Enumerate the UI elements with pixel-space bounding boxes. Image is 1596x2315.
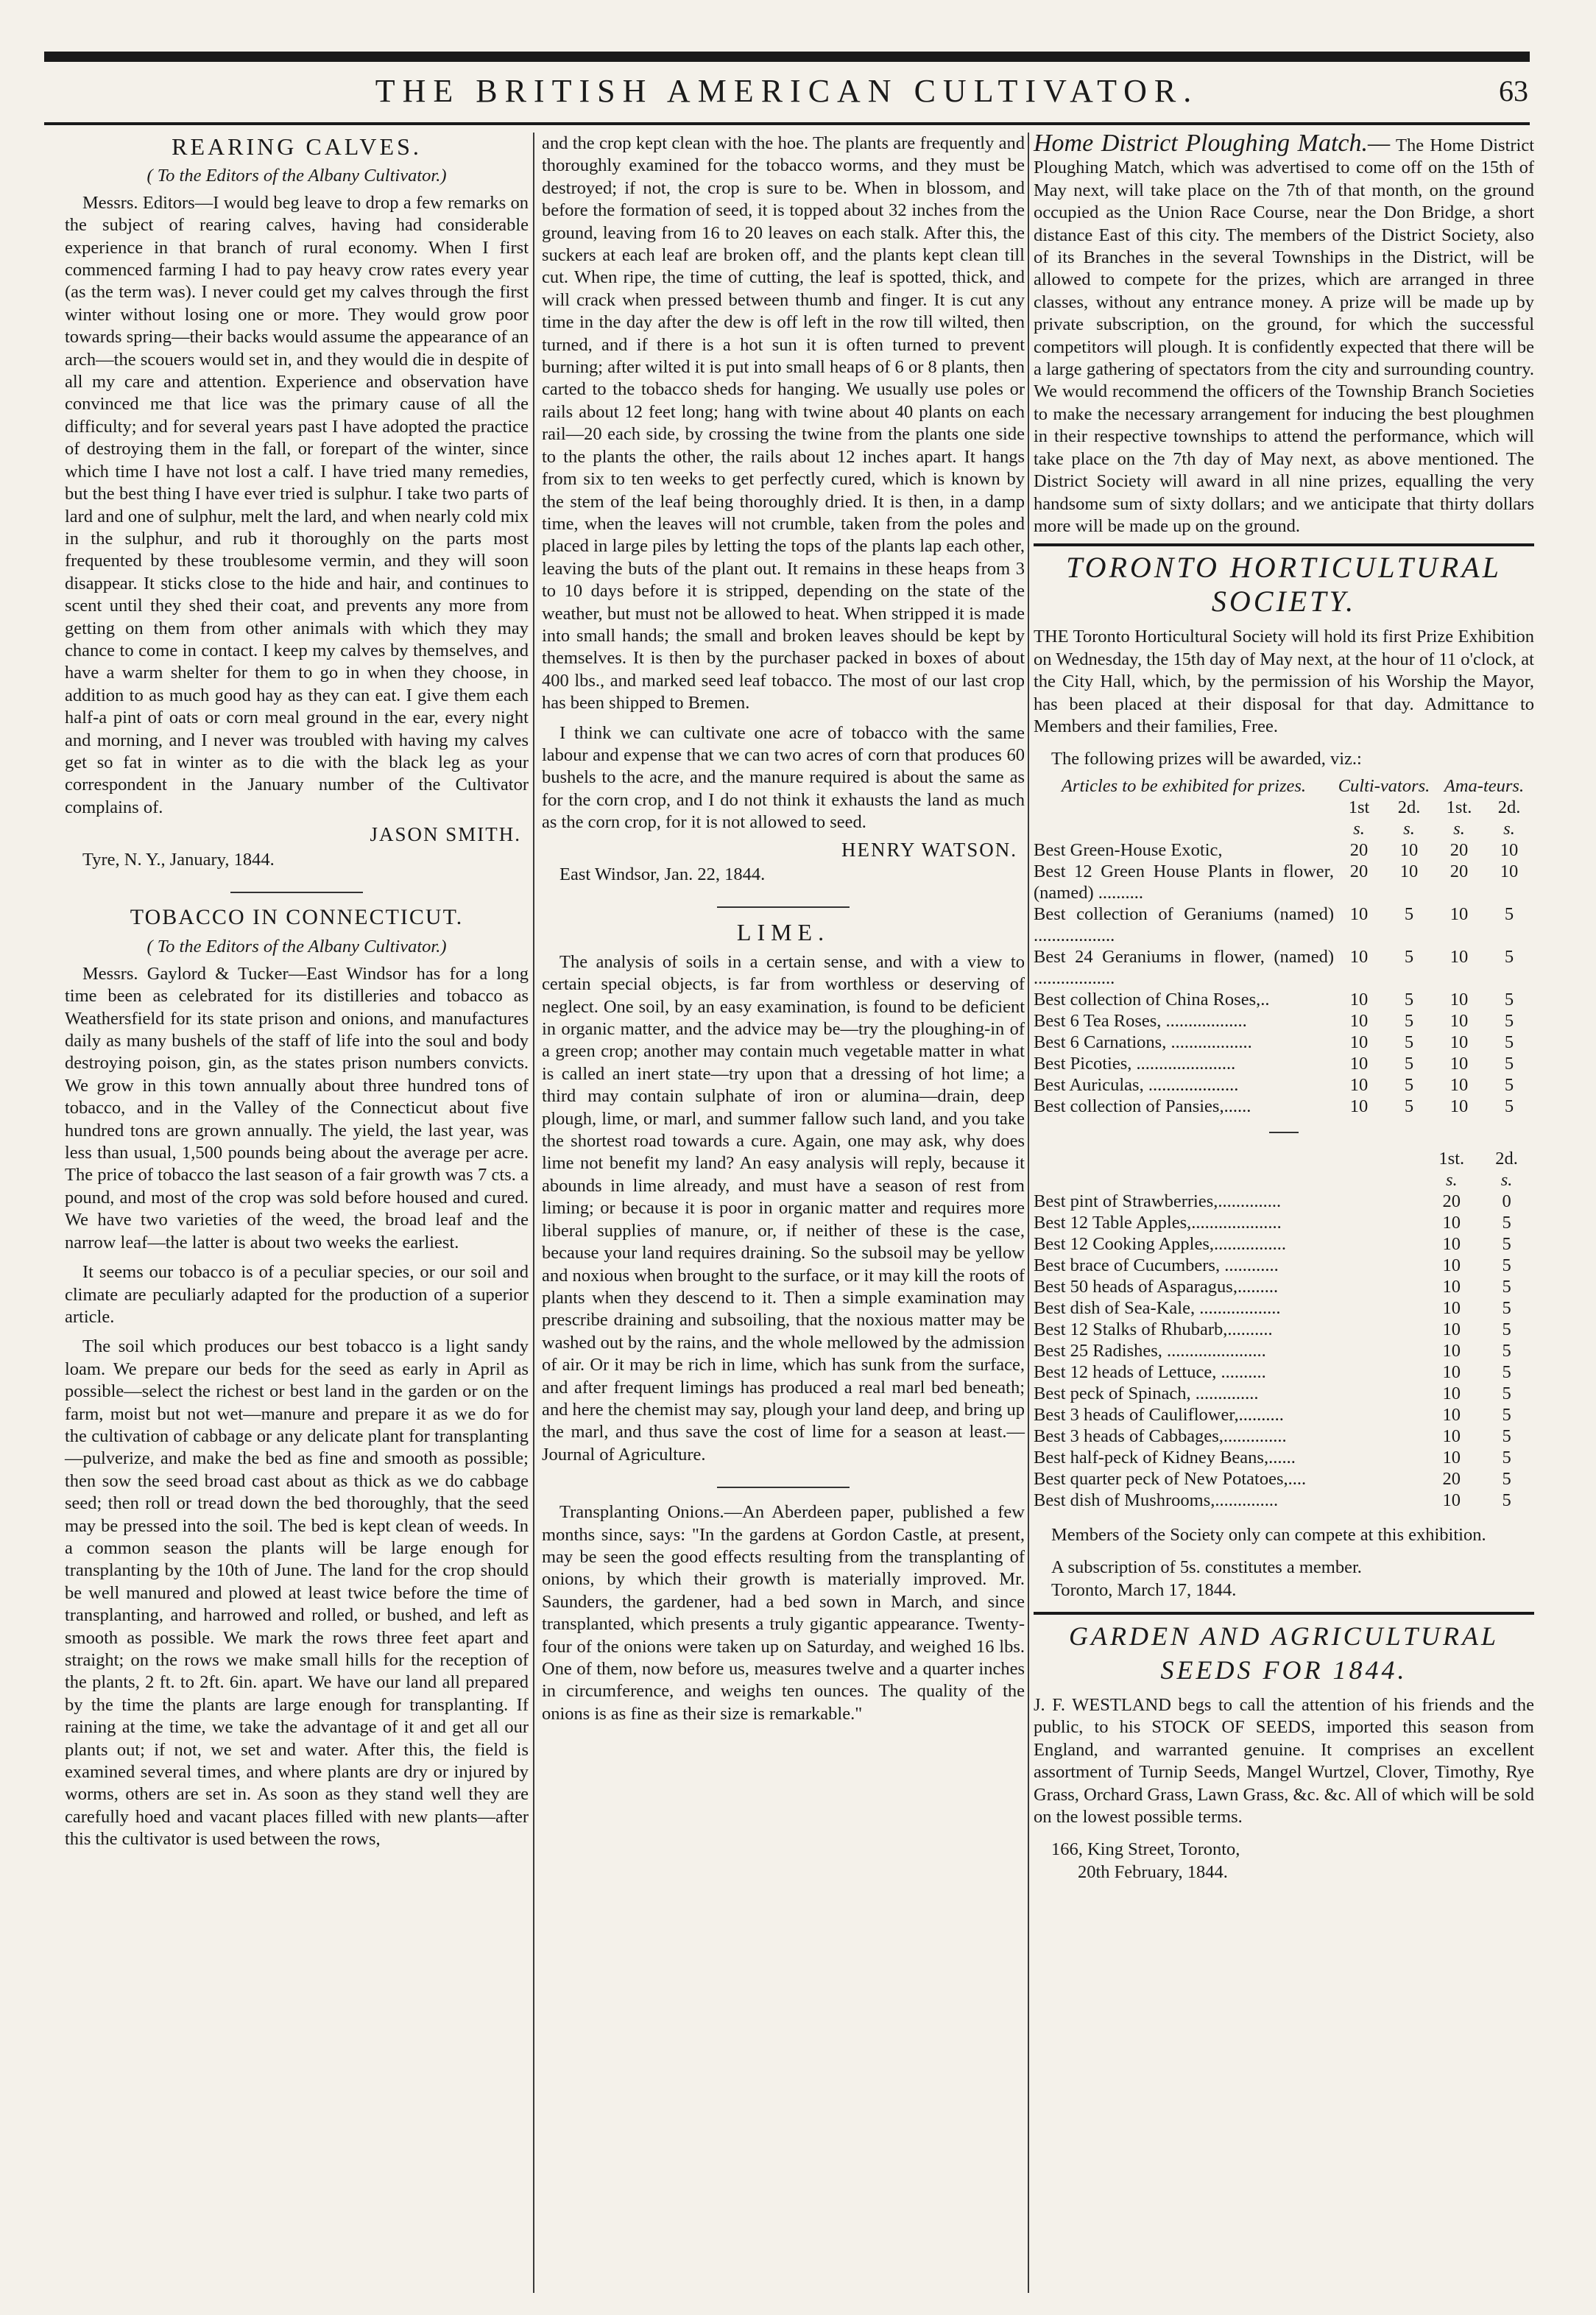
table-row (1034, 1447, 1534, 1468)
table-row (1034, 1319, 1534, 1340)
prize-amount: 0 (1502, 1191, 1511, 1211)
prize-amount: 10 (1500, 839, 1519, 860)
prize-item: Best 12 Cooking Apples,................ (1034, 1233, 1287, 1254)
prize-amount: 10 (1450, 1096, 1469, 1116)
page-number: 63 (1499, 74, 1528, 108)
column-subheader: 1st. (1438, 1148, 1465, 1169)
prize-item: Best 12 Table Apples,.................... (1034, 1212, 1282, 1233)
prize-amount: 5 (1504, 1096, 1514, 1116)
prize-amount: 10 (1349, 1096, 1369, 1116)
article-body: and the crop kept clean with the hoe. The plants are frequently and thoroughly examined for the tobacco worms, and they must be destroyed; if not, the crop is sure to be. When in blossom, and before the formation of seed, it is topped about 32 inches from the ground, leaving from 16 to 20 leaves on each stalk. After this, the suckers at each leaf are broken off, and the plants kept clean till cut. When ripe, the time of cutting, the leaf is spotted, thick, and will crack when pressed between thumb and finger. It is cut any time in the day after the dew is off left in the row till wilted, then turned, and if there is a hot sun it is often turned to prevent burning; after wilted it is put into small heaps of 6 or 8 plants, then carted to the tobacco sheds for hanging. We usually use poles or rails about 12 feet long; hang with twine about 40 plants on each rail—20 each side, by crossing the twine from the plants one side to the plants the other, the rails about 12 inches apart. It hangs from six to ten weeks to get perfectly cured, which is known by the stem of the leaf being thoroughly dried. It is then, in a damp time, when the leaves will not crumble, taken from the poles and placed in large piles by letting the tops of the plants lap each other, leaving the buts of the plant out. It remains in these heaps from 3 to 10 days before it is stripped, depending on the state of the weather, but must not be allowed to heat. When stripped it is made into small hands; the small and broken leaves should be kept by themselves. It is then by the purchaser packed in boxes of about 400 lbs., and marked seed leaf tobacco. The most of our last crop has been shipped to Bremen. (542, 133, 1025, 713)
column-divider (533, 133, 534, 2293)
column-subheader: 1st. (1446, 797, 1472, 817)
prize-amount: 5 (1504, 1053, 1514, 1074)
article-dateline: East Windsor, Jan. 22, 1844. (559, 864, 766, 884)
prize-amount: 5 (1404, 1074, 1414, 1095)
prize-amount: 5 (1404, 946, 1414, 967)
prize-item: Best collection of Geraniums (named) .................. (1034, 903, 1334, 945)
members-note: Members of the Society only can compete at this exhibition. (1051, 1524, 1486, 1545)
article-title-lime: LIME. (736, 919, 830, 946)
prize-amount: 10 (1349, 903, 1369, 924)
masthead-rule (44, 122, 1530, 125)
unit-label: s. (1445, 1169, 1458, 1190)
table-row (1034, 1340, 1534, 1361)
article-body: Messrs. Gaylord & Tucker—East Windsor has for a long time been as celebrated for its distilleries and tobacco as Weathersfield for its state prison and onions, and manufactures daily as many bushels of the staff of life into the soul and body destroying poison, gin, as the states prison numbers convicts. We grow in this town annually about three hundred tons of tobacco, and in the Valley of the Connecticut about five hundred tons are grown annually. The yield, the last year, was less than usual, 1,500 pounds being about the average per acre. The price of tobacco the last season of a fair growth was 7 cts. a pound, and most of the crop was sold before housed and cured. We have two varieties of the weed, the broad leaf and the narrow leaf—the latter is about two weeks the earliest. (65, 963, 529, 1252)
unit-label: s. (1353, 818, 1365, 839)
prize-amount: 10 (1442, 1319, 1461, 1339)
unit-label: s. (1453, 818, 1465, 839)
table-row (1034, 1404, 1534, 1426)
article-title-ploughing-match: Home District Ploughing Match.— (1034, 130, 1391, 157)
prize-item: Best 12 Green House Plants in flower, (named) .......... (1034, 861, 1334, 903)
prize-item: Best 6 Tea Roses, .................. (1034, 1010, 1247, 1031)
prize-amount: 5 (1404, 1032, 1414, 1052)
prize-amount: 5 (1504, 1032, 1514, 1052)
prize-amount: 5 (1502, 1447, 1511, 1467)
prize-amount: 5 (1502, 1319, 1511, 1339)
top-rule (44, 52, 1530, 62)
article-signature: HENRY WATSON. (841, 838, 1017, 861)
prize-amount: 10 (1450, 1053, 1469, 1074)
prize-amount: 20 (1450, 839, 1469, 860)
table-row (1034, 903, 1534, 946)
article-body: Messrs. Editors—I would beg leave to drop a few remarks on the subject of rearing calves, having had considerable experience in that branch of rural economy. When I first commenced farming I had to pay heavy crow rates every year (as the term was). I never could get my calves through the first winter without losing one or more. They would grow poor towards spring—their backs would assume the appearance of an arch—the scouers would set in, and they would die in despite of all my care and attention. Experience and observation have convinced me that lice was the primary cause of all the difficulty; and for several years past I have adopted the practice of destroying them in the fall, or forepart of the winter, since which time I have not lost a calf. I have tried many remedies, but the best thing I have ever tried is sulphur. I take two parts of lard and one of sulphur, melt the lard, and when nearly cold mix in the sulphur, and rub it thoroughly on the parts most frequented by these troublesome vermin, and they will soon disappear. It sticks close to the hide and hair, and continues to scent until they shed their coat, and prevents any more from getting on them from other animals with which they may chance to come in contact. I keep my calves by themselves, and have a warm shelter for them to go in when they choose, in addition to as much good hay as they can eat. I give them each half-a pint of oats or corn meal ground in the ear, every night and morning, and I never was troubled with having my calves get so fat in winter as to die with the black leg as your correspondent in the January number of the Cultivator complains of. (65, 192, 529, 817)
prize-amount: 10 (1500, 861, 1519, 881)
prize-amount: 10 (1399, 861, 1419, 881)
article-body: It seems our tobacco is of a peculiar species, or our soil and climate are peculiarly adapted for the production of a superior article. (65, 1262, 529, 1327)
column-1 (65, 133, 529, 2286)
unit-label: s. (1500, 1169, 1513, 1190)
table-row (1034, 1010, 1534, 1032)
prize-amount: 20 (1450, 861, 1469, 881)
prize-amount: 10 (1442, 1297, 1461, 1318)
article-body: The analysis of soils in a certain sense, and with a view to certain special objects, is far from worthless or deserving of neglect. One soil, by an easy examination, is found to be deficient in organic matter, and the advice may be—try the ploughing-in of a green crop; another may contain much vegetable matter in what is called an inert state—try upon that a dressing of hot lime; a third may contain sulphate of iron or alumina—drain, deep plough, lime, or marl, and summer fallow such land, and you take the shortest road towards a cure. Again, one may ask, why does lime not benefit my land? An easy analysis will reply, because it abounds in lime already, and must have a season of rest from liming; or because it is poor in organic matter and requires more liberal supplies of manure, or, if neither of these is the case, because your land requires draining. So the subsoil may be yellow and noxious when brought to the surface, or it may kill the roots of plants when they descend to it. Then a simple examination may prescribe draining and subsoiling, that the noxious matter may be washed out by the rains, and the whole mellowed by the admission of air. Or it may be rich in lime, which has sunk from the surface, and after frequent limings has produced a real marl bed beneath; and here the chemist may say, plough your land deep, and bring up the marl, and thus save the cost of lime for a season at least.—Journal of Agriculture. (542, 951, 1025, 1465)
prize-amount: 10 (1442, 1340, 1461, 1361)
prize-amount: 10 (1442, 1426, 1461, 1446)
prize-amount: 10 (1399, 839, 1419, 860)
prize-amount: 10 (1442, 1404, 1461, 1425)
prize-item: Best dish of Sea-Kale, .................. (1034, 1297, 1281, 1318)
prize-amount: 20 (1349, 839, 1369, 860)
column-2 (542, 133, 1025, 2286)
table-row (1034, 1361, 1534, 1383)
prize-item: Best 12 heads of Lettuce, .......... (1034, 1361, 1266, 1382)
prize-amount: 5 (1502, 1361, 1511, 1382)
prize-item: Best 3 heads of Cabbages,.............. (1034, 1426, 1287, 1446)
prize-item: Best 25 Radishes, ...................... (1034, 1340, 1266, 1361)
prize-table-fruits-vegetables (1034, 1148, 1534, 1511)
prize-amount: 5 (1404, 1053, 1414, 1074)
prize-amount: 5 (1504, 903, 1514, 924)
article-ploughing-match (1034, 130, 1535, 538)
prize-item: Best dish of Mushrooms,.............. (1034, 1490, 1279, 1510)
prize-item: Best Green-House Exotic, (1034, 839, 1223, 860)
column-header: Ama-teurs. (1444, 775, 1525, 796)
table-row (1034, 1255, 1534, 1276)
section-rule (1034, 543, 1534, 546)
prize-amount: 10 (1450, 946, 1469, 967)
article-body: J. F. WESTLAND begs to call the attention of his friends and the public, to his STOCK OF SEEDS, imported this season from England, and warranted genuine. It comprises an excellent assortment of Turnip Seeds, Mangel Wurtzel, Clover, Timothy, Rye Grass, Orchard Grass, Lawn Grass, &c. &c. All of which will be sold on the lowest possible terms. (1034, 1694, 1534, 1827)
table-row (1034, 1032, 1534, 1053)
prize-amount: 10 (1450, 1074, 1469, 1095)
prize-amount: 5 (1404, 1096, 1414, 1116)
prize-item: Best quarter peck of New Potatoes,.... (1034, 1468, 1307, 1489)
prize-amount: 5 (1502, 1468, 1511, 1489)
table-row (1034, 1490, 1534, 1511)
prize-amount: 5 (1504, 1074, 1514, 1095)
column-subheader: 2d. (1397, 797, 1421, 817)
prize-item: Best half-peck of Kidney Beans,...... (1034, 1447, 1296, 1467)
unit-label: s. (1503, 818, 1515, 839)
address-line: 166, King Street, Toronto, (1051, 1839, 1240, 1860)
article-subtitle: ( To the Editors of the Albany Cultivator.) (146, 937, 447, 957)
prize-amount: 5 (1504, 989, 1514, 1009)
prize-amount: 10 (1349, 1032, 1369, 1052)
table-subheader-row (1034, 1148, 1534, 1169)
prize-item: Best 12 Stalks of Rhubarb,.......... (1034, 1319, 1273, 1339)
unit-label: s. (1403, 818, 1415, 839)
prize-item: Best collection of China Roses,.. (1034, 989, 1270, 1009)
prize-amount: 5 (1502, 1490, 1511, 1510)
table-row (1034, 1053, 1534, 1074)
prize-item: Best collection of Pansies,...... (1034, 1096, 1251, 1116)
prize-item: Best Picoties, ...................... (1034, 1053, 1236, 1074)
article-title-seeds: GARDEN AND AGRICULTURAL SEEDS FOR 1844. (1069, 1621, 1499, 1685)
table-row (1034, 1191, 1534, 1212)
prize-item: Best 3 heads of Cauliflower,.......... (1034, 1404, 1284, 1425)
article-body: The Home District Ploughing Match, which was advertised to come off on the 15th of May next, will take place on the 7th of that month, on the ground occupied as the Union Race Course, near the Don Bridge, a short distance East of this city. The members of the District Society, also of its Branches in the several Townships in the District, will be allowed to compete for the prizes, which are arranged in three classes, without any entrance money. A prize will be made up by private subscription, on the ground, for which the successful competitors will plough. It is confidently expected that there will be a large gathering of spectators from the city and surrounding country. We would recommend the officers of the Township Branch Societies to make the necessary arrangement for inducing the best ploughmen in their respective townships to attend the performance, which will take place on the 7th day of May next, as above mentioned. The District Society will award in all nine prizes, equalling the very handsome sum of sixty dollars; and we anticipate that thirty dollars more will be made up on the ground. (1034, 135, 1535, 536)
table-separator (1269, 1132, 1299, 1133)
prize-amount: 20 (1442, 1468, 1461, 1489)
prize-item: Best peck of Spinach, .............. (1034, 1383, 1259, 1403)
column-3 (1034, 130, 1535, 2286)
article-body: I think we can cultivate one acre of tobacco with the same labour and expense that we can two acres of corn that produces 60 bushels to the acre, and the manure required is about the same as for the corn crop, and I do not think it exhausts the land as much as the corn crop, for it is not allowed to seed. (542, 722, 1025, 833)
prize-item: Best 24 Geraniums in flower, (named) .................. (1034, 946, 1334, 988)
prize-amount: 10 (1442, 1383, 1461, 1403)
table-row (1034, 1233, 1534, 1255)
prize-item: Best Auriculas, .................... (1034, 1074, 1239, 1095)
article-signature: JASON SMITH. (370, 823, 521, 846)
prize-amount: 5 (1504, 1010, 1514, 1031)
prize-amount: 10 (1450, 1032, 1469, 1052)
column-header: Articles to be exhibited for prizes. (1061, 775, 1307, 796)
article-subtitle: ( To the Editors of the Albany Cultivator.) (146, 166, 447, 186)
article-body: THE Toronto Horticultural Society will hold its first Prize Exhibition on Wednesday, the 15th day of May next, at the hour of 11 o'clock, at the City Hall, which, by the permission of his Worship the Mayor, has been placed at their disposal for that day. Admittance to Members and their families, Free. (1034, 627, 1534, 736)
prize-amount: 10 (1442, 1490, 1461, 1510)
prize-intro: The following prizes will be awarded, viz.: (1051, 749, 1362, 769)
article-title-rearing-calves: REARING CALVES. (172, 133, 422, 160)
table-units-row (1034, 818, 1534, 839)
prize-amount: 10 (1442, 1276, 1461, 1297)
table-row (1034, 989, 1534, 1010)
prize-amount: 5 (1502, 1383, 1511, 1403)
prize-item: Best 6 Carnations, .................. (1034, 1032, 1252, 1052)
prize-table-flowers (1034, 775, 1534, 1117)
article-title-tobacco: TOBACCO IN CONNECTICUT. (130, 905, 464, 929)
column-divider (1028, 133, 1029, 2293)
table-row (1034, 1096, 1534, 1117)
prize-amount: 5 (1404, 1010, 1414, 1031)
prize-amount: 5 (1502, 1404, 1511, 1425)
article-dateline: Tyre, N. Y., January, 1844. (82, 849, 275, 870)
prize-amount: 5 (1502, 1276, 1511, 1297)
column-header: Culti-vators. (1338, 775, 1430, 796)
column-subheader: 2d. (1497, 797, 1521, 817)
prize-amount: 5 (1504, 946, 1514, 967)
article-body: Transplanting Onions.—An Aberdeen paper, published a few months since, says: "In the gardens at Gordon Castle, at present, may be seen the good effects resulting from the transplanting of onions, by which their growth is materially improved. Mr. Saunders, the gardener, had a bed sown in March, and since transplanted, which presents a truly gigantic appearance. Twenty-four of the onions were taken up on Saturday, and weighed 16 lbs. One of them, now before us, measures twelve and a quarter inches in circumference, and weighs ten ounces. The quality of the onions is as fine as their size is remarkable." (542, 1502, 1025, 1724)
prize-amount: 5 (1502, 1297, 1511, 1318)
table-row (1034, 839, 1534, 861)
prize-amount: 20 (1349, 861, 1369, 881)
prize-amount: 10 (1349, 1053, 1369, 1074)
prize-amount: 5 (1502, 1212, 1511, 1233)
prize-amount: 5 (1502, 1255, 1511, 1275)
prize-amount: 10 (1442, 1447, 1461, 1467)
prize-amount: 5 (1502, 1340, 1511, 1361)
prize-amount: 10 (1349, 989, 1369, 1009)
masthead-title: THE BRITISH AMERICAN CULTIVATOR. (375, 73, 1199, 109)
prize-amount: 5 (1404, 989, 1414, 1009)
article-body: The soil which produces our best tobacco is a light sandy loam. We prepare our beds for the seed as early in April as possible—select the richest or best land in the garden or on the farm, moist but not wet—manure and prepare it as we do for the cultivation of cabbage or any delicate plant for transplanting—pulverize, and make the bed as fine and smooth as possible; then sow the seed broad cast about as thick as we do cabbage seed; then roll or tread down the bed thoroughly, that the seed may be pressed into the soil. The bed is kept clean of weeds. In a common season the plants will be large enough for transplanting by the 10th of June. The land for the crop should be well manured and plowed at least twice before the time of transplanting, and harrowed and rolled, or bushed, and left as smooth as possible. We mark the rows three feet apart and straight; on the rows we make small hills for the reception of the plants, 2 ft. to 2ft. 6in. apart. We have our land all prepared by the time the plants are large enough for transplanting. If raining at the time, we take the advantage of it and get all our plants out; if not, we set and water. After this, the field is examined several times, and where plants are dry or injured by worms, others are set in. As soon as they stand well they are carefully hoed and vacant places filled with new plants—after this the cultivator is used between the rows, (65, 1336, 529, 1850)
prize-item: Best 50 heads of Asparagus,......... (1034, 1276, 1279, 1297)
table-subheader-row (1034, 797, 1534, 818)
prize-amount: 10 (1442, 1212, 1461, 1233)
table-header-row (1034, 775, 1534, 797)
section-rule (1034, 1612, 1534, 1615)
prize-amount: 10 (1450, 903, 1469, 924)
address-line: 20th February, 1844. (1078, 1861, 1228, 1882)
article-separator (230, 892, 363, 893)
prize-amount: 20 (1442, 1191, 1461, 1211)
prize-amount: 10 (1349, 946, 1369, 967)
column-subheader: 2d. (1495, 1148, 1518, 1169)
prize-amount: 10 (1442, 1233, 1461, 1254)
table-row (1034, 946, 1534, 989)
table-row (1034, 1297, 1534, 1319)
article-dateline: Toronto, March 17, 1844. (1051, 1579, 1237, 1600)
table-row (1034, 1383, 1534, 1404)
prize-amount: 10 (1450, 1010, 1469, 1031)
table-row (1034, 1426, 1534, 1447)
prize-item: Best pint of Strawberries,.............. (1034, 1191, 1282, 1211)
article-title-horticultural: TORONTO HORTICULTURAL SOCIETY. (1066, 551, 1502, 619)
prize-amount: 5 (1502, 1233, 1511, 1254)
column-subheader: 1st (1348, 797, 1370, 817)
subscription-note: A subscription of 5s. constitutes a member. (1051, 1557, 1362, 1578)
table-units-row (1034, 1169, 1534, 1191)
prize-amount: 5 (1502, 1426, 1511, 1446)
table-row (1034, 1468, 1534, 1490)
prize-amount: 10 (1349, 1074, 1369, 1095)
prize-item: Best brace of Cucumbers, ............ (1034, 1255, 1279, 1275)
table-row (1034, 861, 1534, 903)
table-row (1034, 1212, 1534, 1233)
table-row (1034, 1074, 1534, 1096)
prize-amount: 10 (1450, 989, 1469, 1009)
prize-amount: 10 (1442, 1361, 1461, 1382)
prize-amount: 5 (1404, 903, 1414, 924)
article-separator (717, 906, 850, 908)
table-row (1034, 1276, 1534, 1297)
prize-amount: 10 (1442, 1255, 1461, 1275)
prize-amount: 10 (1349, 1010, 1369, 1031)
article-separator (717, 1487, 850, 1488)
